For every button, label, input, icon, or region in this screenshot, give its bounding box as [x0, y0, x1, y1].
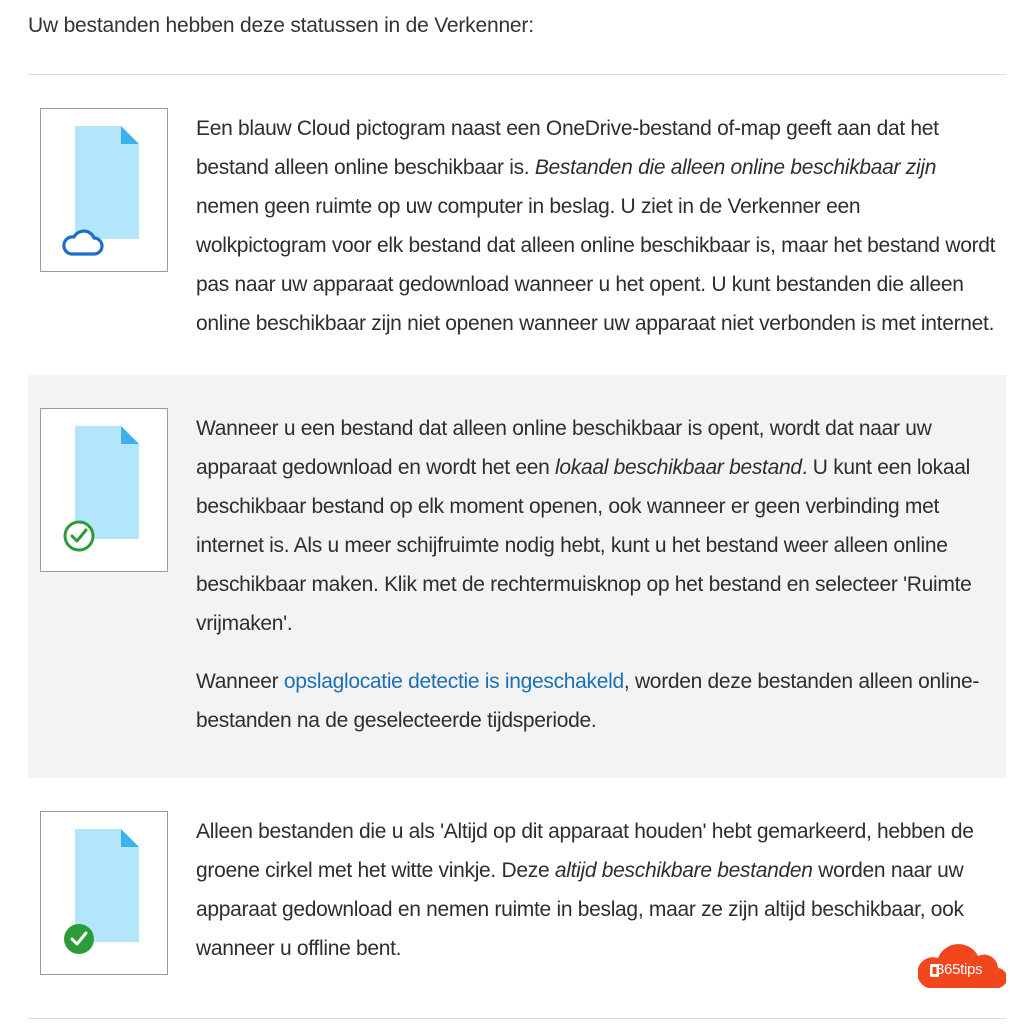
365tips-badge: [918, 934, 1006, 990]
file-fold: [121, 126, 139, 144]
green-filled-check-icon: [64, 924, 94, 954]
file-fold: [121, 426, 139, 444]
status-row-locally-available: [28, 375, 1006, 778]
file-thumbnail-locally-available: [40, 408, 168, 572]
badge-label: 365tips: [936, 961, 983, 978]
status-description-always-available: Alleen bestanden die u als 'Altijd op dit apparaat houden' hebt gemarkeerd, hebben de groene cirkel met het witte vinkje. Deze altijd beschikbare bestanden worden naar uw apparaat gedownload en nemen ruimte in beslag, maar ze zijn altijd beschikbaar, ook wanneer u offline bent.: [196, 820, 974, 960]
file-thumbnail-online-only: [40, 108, 168, 272]
storage-sense-link[interactable]: opslaglocatie detectie is ingeschakeld: [283, 670, 624, 693]
status-description-online-only: Een blauw Cloud pictogram naast een OneDrive-bestand of-map geeft aan dat het bestand alleen online beschikbaar is. Bestanden die alleen online beschikbaar zijn nemen geen ruimte op uw computer in beslag. U ziet in de Verkenner een wolkpictogram voor elk bestand dat alleen online beschikbaar is, maar het bestand wordt pas naar uw apparaat gedownload wanneer u het opent. U kunt bestanden die alleen online beschikbaar zijn niet openen wanneer uw apparaat niet verbonden is met internet.: [196, 117, 996, 335]
intro-heading: Uw bestanden hebben deze statussen in de Verkenner:: [28, 14, 534, 37]
green-outline-check-icon: [65, 522, 93, 550]
status-row-online-only: [28, 75, 1006, 375]
status-description-locally-available: Wanneer u een bestand dat alleen online beschikbaar is opent, wordt dat naar uw apparaat gedownload en wordt het een lokaal beschikbaar bestand. U kunt een lokaal beschikbaar bestand op elk moment openen, ook wanneer er geen verbinding met internet is. Als u meer schijfruimte nodig hebt, kunt u het bestand weer alleen online beschikbaar maken. Klik met de rechtermuisknop op het bestand en selecteer 'Ruimte vrijmaken'. Wanneer opslaglocatie detectie is ingeschakeld, worden deze bestanden alleen online-bestanden na de geselecteerde tijdsperiode.: [196, 409, 996, 740]
status-row-always-available: [28, 778, 1006, 1018]
divider-bottom: [28, 1018, 1006, 1019]
file-thumbnail-always-available: [40, 811, 168, 975]
storage-sense-note: Wanneer opslaglocatie detectie is ingeschakeld, worden deze bestanden alleen online-bestanden na de geselecteerde tijdsperiode.: [196, 670, 980, 732]
file-fold: [121, 829, 139, 847]
